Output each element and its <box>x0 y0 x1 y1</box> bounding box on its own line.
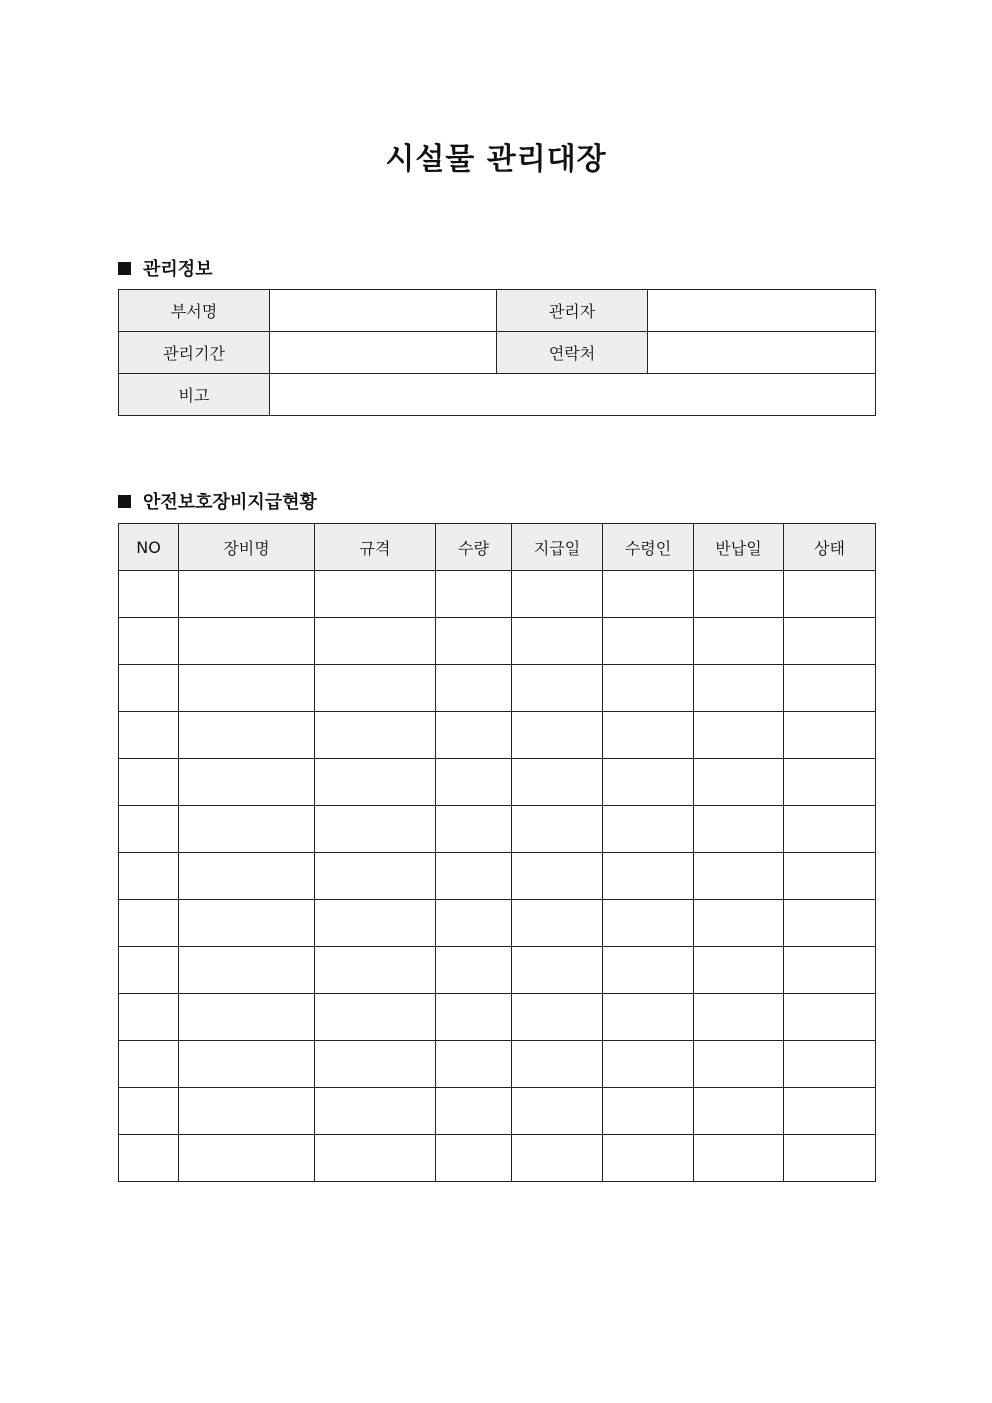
cell-status[interactable] <box>784 994 876 1041</box>
cell-issue-date[interactable] <box>512 665 603 712</box>
cell-spec[interactable] <box>315 665 436 712</box>
cell-recipient[interactable] <box>603 665 694 712</box>
period-field[interactable] <box>270 332 497 374</box>
cell-status[interactable] <box>784 806 876 853</box>
cell-recipient[interactable] <box>603 1041 694 1088</box>
cell-return-date[interactable] <box>694 853 784 900</box>
cell-equipment-name[interactable] <box>179 947 315 994</box>
cell-quantity[interactable] <box>436 665 512 712</box>
cell-no[interactable] <box>119 1041 179 1088</box>
cell-return-date[interactable] <box>694 618 784 665</box>
cell-issue-date[interactable] <box>512 900 603 947</box>
cell-spec[interactable] <box>315 712 436 759</box>
cell-issue-date[interactable] <box>512 759 603 806</box>
cell-return-date[interactable] <box>694 759 784 806</box>
cell-return-date[interactable] <box>694 1041 784 1088</box>
table-row <box>119 1088 876 1135</box>
cell-spec[interactable] <box>315 900 436 947</box>
cell-status[interactable] <box>784 665 876 712</box>
cell-quantity[interactable] <box>436 571 512 618</box>
cell-issue-date[interactable] <box>512 712 603 759</box>
cell-recipient[interactable] <box>603 712 694 759</box>
cell-status[interactable] <box>784 759 876 806</box>
column-header-recipient: 수령인 <box>603 524 694 571</box>
cell-status[interactable] <box>784 1041 876 1088</box>
cell-return-date[interactable] <box>694 712 784 759</box>
table-row <box>119 332 876 374</box>
cell-spec[interactable] <box>315 571 436 618</box>
page-title: 시설물 관리대장 <box>385 142 607 177</box>
cell-issue-date[interactable] <box>512 1135 603 1182</box>
cell-status[interactable] <box>784 712 876 759</box>
cell-issue-date[interactable] <box>512 947 603 994</box>
column-header-return-date: 반납일 <box>694 524 784 571</box>
cell-quantity[interactable] <box>436 994 512 1041</box>
cell-no[interactable] <box>119 712 179 759</box>
department-field[interactable] <box>270 290 497 332</box>
cell-status[interactable] <box>784 947 876 994</box>
table-row <box>119 759 876 806</box>
cell-return-date[interactable] <box>694 900 784 947</box>
column-header-spec: 규격 <box>315 524 436 571</box>
cell-recipient[interactable] <box>603 994 694 1041</box>
cell-equipment-name[interactable] <box>179 806 315 853</box>
equipment-heading <box>118 488 317 514</box>
table-row <box>119 1135 876 1182</box>
table-row <box>119 1041 876 1088</box>
column-header-status: 상태 <box>784 524 876 571</box>
square-bullet-icon <box>118 495 131 508</box>
cell-issue-date[interactable] <box>512 853 603 900</box>
cell-issue-date[interactable] <box>512 994 603 1041</box>
table-row <box>119 374 876 416</box>
manager-field[interactable] <box>648 290 876 332</box>
cell-equipment-name[interactable] <box>179 853 315 900</box>
table-row <box>119 290 876 332</box>
cell-no[interactable] <box>119 994 179 1041</box>
table-row <box>119 853 876 900</box>
table-row <box>119 806 876 853</box>
cell-spec[interactable] <box>315 994 436 1041</box>
cell-no[interactable] <box>119 853 179 900</box>
cell-recipient[interactable] <box>603 900 694 947</box>
management-info-heading <box>118 255 213 281</box>
cell-quantity[interactable] <box>436 712 512 759</box>
table-row <box>119 571 876 618</box>
cell-no[interactable] <box>119 806 179 853</box>
cell-issue-date[interactable] <box>512 1041 603 1088</box>
cell-status[interactable] <box>784 1135 876 1182</box>
cell-quantity[interactable] <box>436 806 512 853</box>
table-row <box>119 947 876 994</box>
cell-return-date[interactable] <box>694 947 784 994</box>
table-header-row <box>119 524 876 571</box>
cell-spec[interactable] <box>315 1135 436 1182</box>
cell-issue-date[interactable] <box>512 806 603 853</box>
cell-quantity[interactable] <box>436 1088 512 1135</box>
contact-field[interactable] <box>648 332 876 374</box>
cell-quantity[interactable] <box>436 618 512 665</box>
cell-spec[interactable] <box>315 1088 436 1135</box>
cell-recipient[interactable] <box>603 947 694 994</box>
cell-return-date[interactable] <box>694 806 784 853</box>
cell-return-date[interactable] <box>694 994 784 1041</box>
cell-status[interactable] <box>784 1088 876 1135</box>
remarks-label: 비고 <box>119 374 270 416</box>
table-row <box>119 712 876 759</box>
cell-issue-date[interactable] <box>512 618 603 665</box>
cell-spec[interactable] <box>315 947 436 994</box>
column-header-no: NO <box>119 524 179 571</box>
cell-equipment-name[interactable] <box>179 994 315 1041</box>
cell-equipment-name[interactable] <box>179 900 315 947</box>
cell-recipient[interactable] <box>603 1088 694 1135</box>
table-row <box>119 994 876 1041</box>
cell-recipient[interactable] <box>603 1135 694 1182</box>
cell-quantity[interactable] <box>436 947 512 994</box>
cell-no[interactable] <box>119 900 179 947</box>
cell-return-date[interactable] <box>694 1135 784 1182</box>
cell-spec[interactable] <box>315 806 436 853</box>
remarks-field[interactable] <box>270 374 876 416</box>
cell-issue-date[interactable] <box>512 571 603 618</box>
cell-status[interactable] <box>784 571 876 618</box>
cell-return-date[interactable] <box>694 665 784 712</box>
cell-recipient[interactable] <box>603 853 694 900</box>
cell-spec[interactable] <box>315 853 436 900</box>
management-info-table <box>118 289 876 416</box>
department-label: 부서명 <box>119 290 270 332</box>
table-row <box>119 618 876 665</box>
cell-status[interactable] <box>784 618 876 665</box>
manager-label: 관리자 <box>497 290 648 332</box>
cell-equipment-name[interactable] <box>179 712 315 759</box>
cell-quantity[interactable] <box>436 900 512 947</box>
cell-equipment-name[interactable] <box>179 571 315 618</box>
square-bullet-icon <box>118 262 131 275</box>
cell-spec[interactable] <box>315 1041 436 1088</box>
cell-no[interactable] <box>119 1088 179 1135</box>
table-row <box>119 665 876 712</box>
cell-equipment-name[interactable] <box>179 618 315 665</box>
cell-equipment-name[interactable] <box>179 1088 315 1135</box>
column-header-equipment-name: 장비명 <box>179 524 315 571</box>
cell-recipient[interactable] <box>603 571 694 618</box>
cell-status[interactable] <box>784 900 876 947</box>
cell-equipment-name[interactable] <box>179 1135 315 1182</box>
cell-no[interactable] <box>119 759 179 806</box>
cell-quantity[interactable] <box>436 853 512 900</box>
cell-no[interactable] <box>119 1135 179 1182</box>
column-header-issue-date: 지급일 <box>512 524 603 571</box>
cell-no[interactable] <box>119 571 179 618</box>
equipment-table <box>118 523 876 1182</box>
cell-quantity[interactable] <box>436 759 512 806</box>
cell-recipient[interactable] <box>603 618 694 665</box>
cell-no[interactable] <box>119 947 179 994</box>
cell-recipient[interactable] <box>603 759 694 806</box>
cell-spec[interactable] <box>315 759 436 806</box>
contact-label: 연락처 <box>497 332 648 374</box>
management-info-heading-text: 관리정보 <box>143 259 213 280</box>
cell-quantity[interactable] <box>436 1135 512 1182</box>
equipment-heading-text: 안전보호장비지급현황 <box>143 492 317 513</box>
period-label: 관리기간 <box>119 332 270 374</box>
column-header-quantity: 수량 <box>436 524 512 571</box>
cell-spec[interactable] <box>315 618 436 665</box>
cell-recipient[interactable] <box>603 806 694 853</box>
cell-no[interactable] <box>119 665 179 712</box>
cell-equipment-name[interactable] <box>179 1041 315 1088</box>
cell-return-date[interactable] <box>694 571 784 618</box>
cell-equipment-name[interactable] <box>179 665 315 712</box>
cell-equipment-name[interactable] <box>179 759 315 806</box>
table-row <box>119 900 876 947</box>
cell-issue-date[interactable] <box>512 1088 603 1135</box>
cell-return-date[interactable] <box>694 1088 784 1135</box>
cell-quantity[interactable] <box>436 1041 512 1088</box>
cell-status[interactable] <box>784 853 876 900</box>
cell-no[interactable] <box>119 618 179 665</box>
